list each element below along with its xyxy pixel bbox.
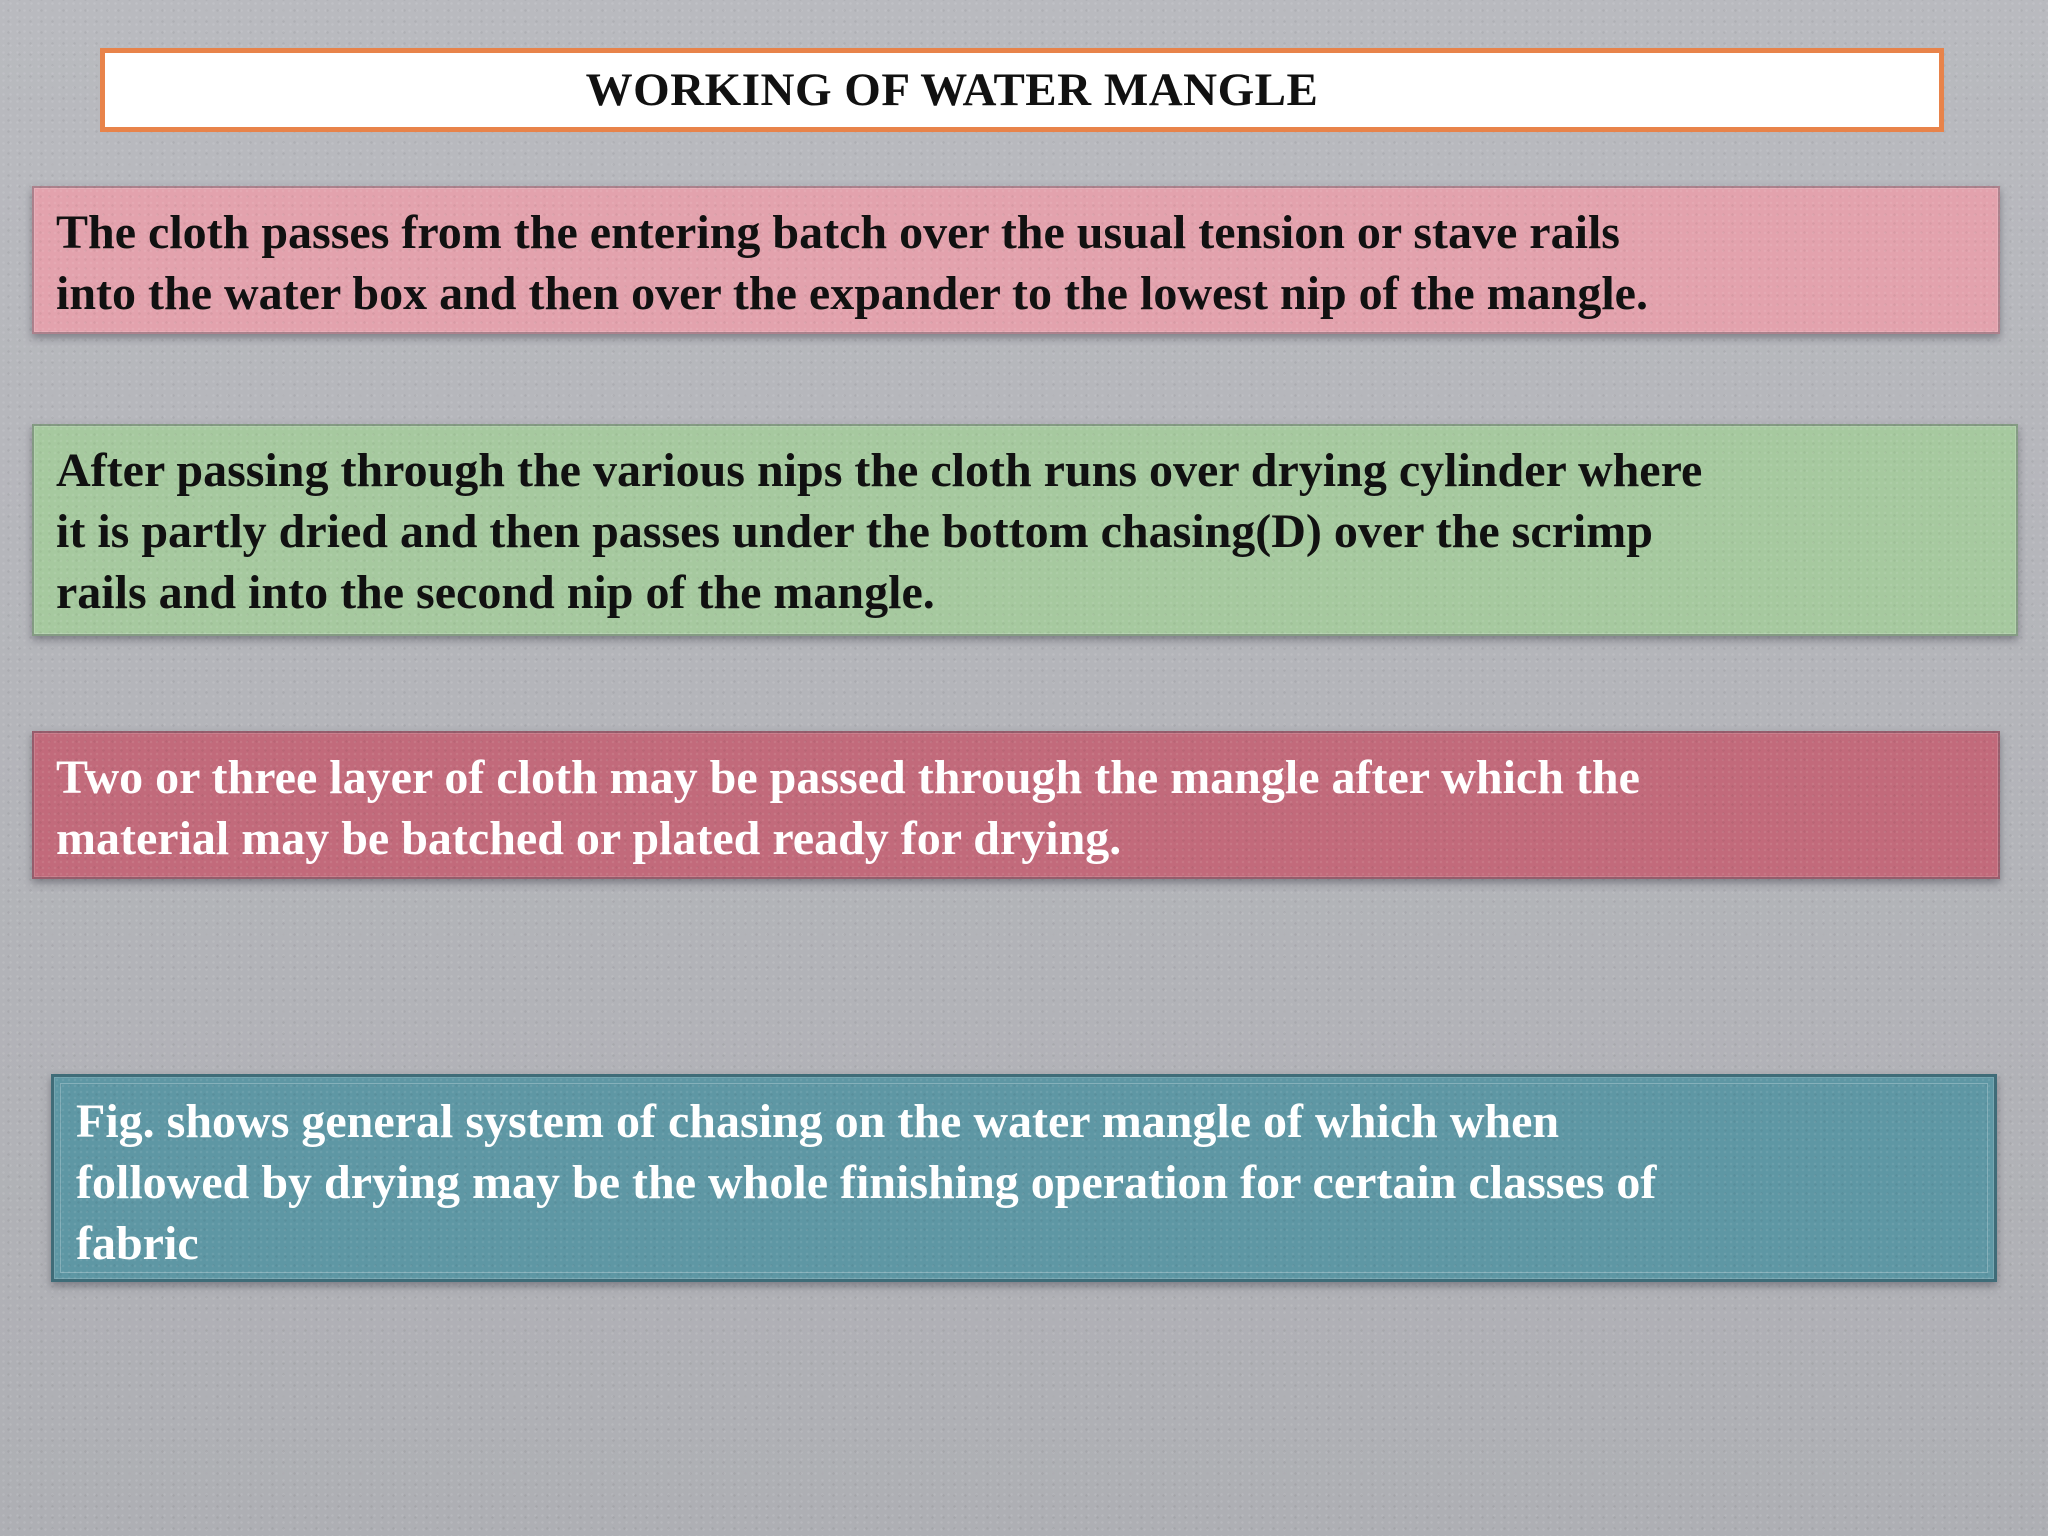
slide-title: WORKING OF WATER MANGLE xyxy=(585,64,1319,116)
title-box xyxy=(100,48,1944,132)
paragraph-text-2: After passing through the various nips the cloth runs over drying cylinder where it is partly dried and then passes under the bottom chasing(D) over the scrimp rails and into the second nip of the mangle. xyxy=(56,444,1703,619)
paragraph-card-1 xyxy=(32,186,2000,334)
paragraph-text-3: Two or three layer of cloth may be passed through the mangle after which the material may be batched or plated ready for drying. xyxy=(56,751,1640,865)
paragraph-text-1: The cloth passes from the entering batch over the usual tension or stave rails into the water box and then over the expander to the lowest nip of the mangle. xyxy=(56,206,1648,320)
paragraph-card-3 xyxy=(32,731,2000,879)
paragraph-text-4: Fig. shows general system of chasing on the water mangle of which when followed by drying may be the whole finishing operation for certain classes of fabric xyxy=(76,1095,1657,1270)
paragraph-card-4 xyxy=(51,1074,1997,1282)
paragraph-card-2 xyxy=(32,424,2018,636)
